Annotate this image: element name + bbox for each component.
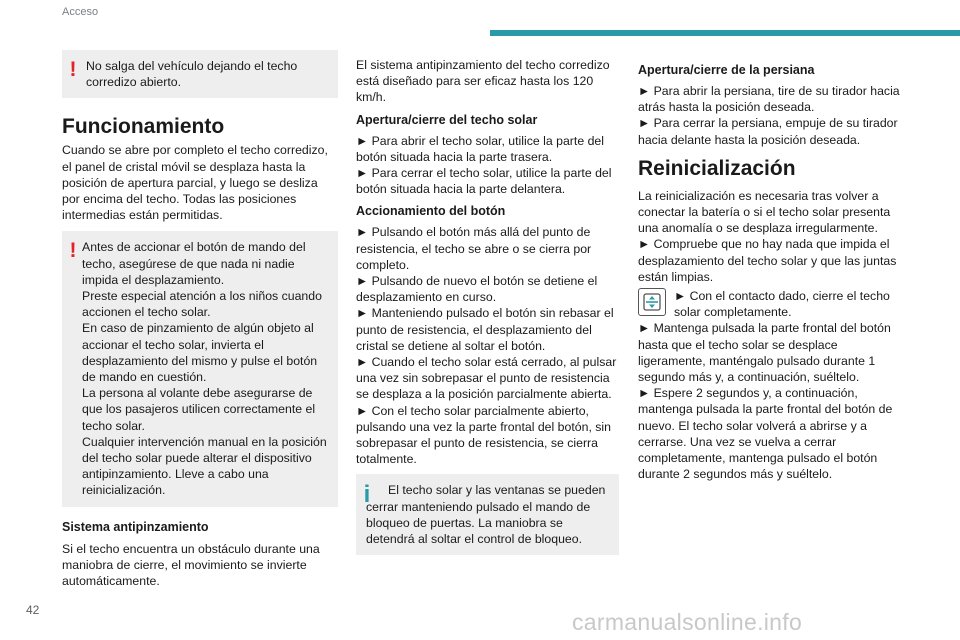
step-accionamiento-1: ► Pulsando el botón más allá del punto de resistencia, el techo se abre o se cierra por completo. [356, 225, 592, 272]
step-reinicializacion-4: ► Espere 2 segundos y, a continuación, mantenga pulsada la parte frontal del botón de nuevo. El techo solar volverá a abrirse y a cerrarse. Una vez se vuelva a cerrar completamente, mantenga pulsado el botón durante 2 segundos más y suéltelo. [638, 386, 893, 482]
column-3 [638, 62, 906, 482]
heading-accionamiento: Accionamiento del botón [356, 204, 506, 219]
paragraph-antipinzamiento: Si el techo encuentra un obstáculo durante una maniobra de cierre, el movimiento se invierte automáticamente. [62, 541, 320, 589]
warning-text: Preste especial atención a los niños cuando accionen el techo solar. [82, 289, 322, 320]
step-accionamiento-2: ► Pulsando de nuevo el botón se detiene el desplazamiento en curso. [356, 274, 598, 305]
step-accionamiento-5: ► Con el techo solar parcialmente abierto, pulsando una vez la parte frontal del botón, sin sobrepasar el punto de resistencia, se cierra totalmente. [356, 403, 611, 467]
paragraph-intro: El sistema antipinzamiento del techo corredizo está diseñado para ser eficaz hasta los 120 km/h. [356, 58, 610, 105]
paragraph-reinicializacion: La reinicialización es necesaria tras volver a conectar la batería o si el techo solar presenta una anomalía o se desplaza irregularmente. [638, 188, 891, 236]
heading-persiana: Apertura/cierre de la persiana [638, 63, 815, 77]
section-title: Acceso [62, 6, 99, 18]
warning-text: La persona al volante debe asegurarse de que los pasajeros utilicen correctamente el techo solar. [82, 386, 316, 433]
step-abrir: ► Para abrir el techo solar, utilice la parte del botón situada hacia la parte trasera. [356, 133, 604, 164]
step-persiana-2: ► Para cerrar la persiana, empuje de su tirador hacia delante hasta la posición deseada. [638, 116, 898, 147]
heading-funcionamiento: Funcionamiento [62, 115, 225, 139]
step-reinicializacion-3: ► Mantenga pulsada la parte frontal del botón hasta que el techo solar se desplace ligeramente, manténgalo pulsado durante 1 segundo más y, a continuación, suéltelo. [638, 321, 891, 385]
warning-text: Antes de accionar el botón de mando del techo, asegúrese de que nada ni nadie impida el desplazamiento. [82, 240, 306, 287]
info-icon: i [363, 481, 371, 509]
info-box [356, 474, 619, 555]
warning-box [62, 50, 338, 98]
step-persiana-1: ► Para abrir la persiana, tire de su tirador hacia atrás hasta la posición deseada. [638, 84, 900, 115]
step-with-icon [638, 285, 906, 320]
watermark: carmanualsonline.info [572, 609, 803, 635]
step-reinicializacion-2: ► Con el contacto dado, cierre el techo solar completamente. [674, 289, 890, 320]
paragraph-funcionamiento: Cuando se abre por completo el techo corredizo, el panel de cristal móvil se desplaza hasta la posición de apertura parcial, y luego se desliza por encima del techo. Todas las posiciones intermedias están permitidas. [62, 143, 328, 223]
heading-apertura-techo: Apertura/cierre del techo solar [356, 112, 538, 127]
heading-antipinzamiento: Sistema antipinzamiento [62, 519, 209, 534]
step-accionamiento-3: ► Manteniendo pulsado el botón sin rebasar el punto de resistencia, el desplazamiento del cristal se detiene al soltar el botón. [356, 306, 614, 353]
column-2 [356, 57, 619, 555]
warning-box-pinzamiento [62, 231, 338, 506]
column-1 [62, 50, 338, 589]
step-cerrar: ► Para cerrar el techo solar, utilice la parte del botón situada hacia la parte delantera. [356, 166, 612, 197]
header-accent-bar [490, 30, 960, 36]
warning-icon: ! [69, 239, 77, 263]
sunroof-button-icon [638, 288, 666, 316]
page-number: 42 [26, 603, 40, 617]
warning-text: En caso de pinzamiento de algún objeto al accionar el techo solar, invierta el desplazamiento del mismo y pulse el botón de mando en cuestión. [82, 321, 318, 385]
warning-text: Cualquier intervención manual en la posición del techo solar puede alterar el dispositivo antipinzamiento. Lleve a cabo una reinicialización. [82, 434, 327, 498]
heading-reinicializacion: Reinicialización [638, 156, 796, 180]
step-reinicializacion-1: ► Compruebe que no hay nada que impida el desplazamiento del techo solar y que las juntas están limpias. [638, 237, 897, 284]
step-accionamiento-4: ► Cuando el techo solar está cerrado, al pulsar una vez sin sobrepasar el punto de resistencia se desplaza a la posición parcialmente abierta. [356, 355, 617, 402]
info-text: El techo solar y las ventanas se pueden cerrar manteniendo pulsado el mando de bloqueo de puertas. La maniobra se detendrá al soltar el control de bloqueo. [366, 483, 606, 547]
warning-text: No salga del vehículo dejando el techo corredizo abierto. [86, 59, 298, 90]
warning-icon: ! [69, 58, 77, 81]
